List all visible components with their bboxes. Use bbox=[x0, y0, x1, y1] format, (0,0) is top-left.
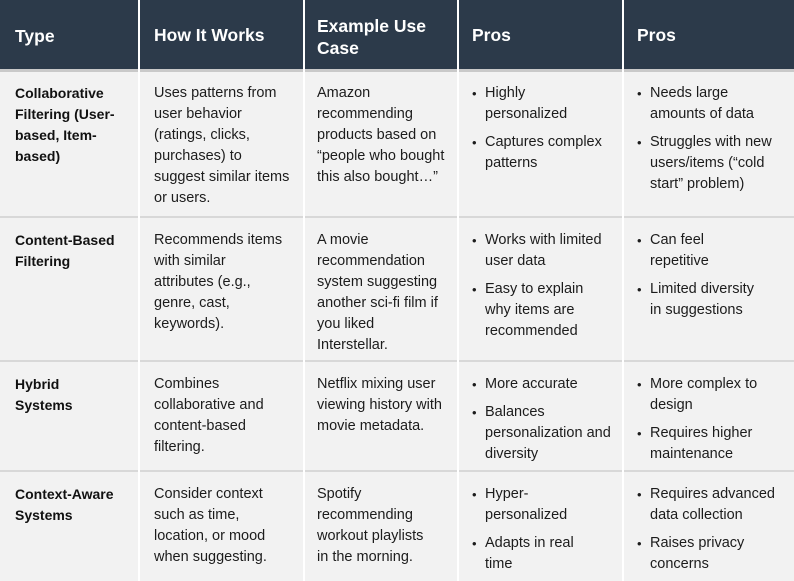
bullet-icon: • bbox=[637, 377, 642, 392]
type-cell bbox=[0, 71, 139, 216]
bullet-icon: • bbox=[472, 282, 477, 297]
bullet-icon: • bbox=[637, 233, 642, 248]
bullet-icon: • bbox=[637, 282, 642, 297]
how-cell bbox=[139, 218, 304, 360]
con-text: Needs large amounts of data bbox=[650, 85, 754, 122]
pros-cell bbox=[458, 472, 623, 581]
cons-cell bbox=[623, 218, 794, 360]
header-example bbox=[304, 0, 458, 70]
header-how-label: How It Works bbox=[154, 25, 265, 45]
bullet-icon: • bbox=[637, 135, 642, 150]
table-row bbox=[0, 71, 794, 216]
pro-text: Highly personalized bbox=[485, 85, 568, 122]
type-cell bbox=[0, 472, 139, 581]
pro-text: Balances personalization and diversity bbox=[485, 404, 611, 462]
con-text: Struggles with new users/items (“cold start” problem) bbox=[650, 134, 772, 192]
header-type-label: Type bbox=[15, 26, 55, 46]
pros-cell bbox=[458, 71, 623, 216]
con-text: Limited diversity in suggestions bbox=[650, 281, 754, 318]
list-item bbox=[472, 83, 602, 125]
type-cell bbox=[0, 362, 139, 470]
bullet-icon: • bbox=[472, 377, 477, 392]
row-divider bbox=[0, 360, 794, 362]
how-text: Consider context such as time, location, or mood when suggesting. bbox=[154, 486, 267, 565]
how-text: Recommends items with similar attributes (e.g., genre, cast, keywords). bbox=[154, 232, 283, 332]
bullet-icon: • bbox=[637, 86, 642, 101]
list-item bbox=[637, 374, 777, 416]
type-label: Context-Aware Systems bbox=[15, 486, 114, 523]
bullet-icon: • bbox=[472, 233, 477, 248]
list-item bbox=[637, 132, 787, 195]
example-cell bbox=[304, 71, 458, 216]
pro-text: Hyper-personalized bbox=[485, 486, 568, 523]
bullet-icon: • bbox=[472, 536, 477, 551]
list-item bbox=[472, 230, 612, 272]
list-item bbox=[472, 402, 612, 465]
table-row bbox=[0, 218, 794, 360]
type-cell bbox=[0, 218, 139, 360]
pro-text: Captures complex patterns bbox=[485, 134, 602, 171]
how-text: Uses patterns from user behavior (ratings, clicks, purchases) to suggest similar items or users. bbox=[154, 85, 290, 206]
list-item bbox=[637, 83, 787, 125]
column-divider bbox=[303, 0, 305, 581]
example-cell bbox=[304, 362, 458, 470]
example-text: Netflix mixing user viewing history with movie metadata. bbox=[317, 376, 442, 434]
pro-text: Adapts in real time bbox=[485, 535, 574, 572]
list-item bbox=[472, 279, 612, 342]
table-row bbox=[0, 362, 794, 470]
cons-cell bbox=[623, 71, 794, 216]
bullet-icon: • bbox=[472, 405, 477, 420]
column-divider bbox=[622, 0, 624, 581]
bullet-icon: • bbox=[472, 487, 477, 502]
cons-cell bbox=[623, 472, 794, 581]
type-label: Content-Based Filtering bbox=[15, 232, 115, 269]
list-item bbox=[472, 533, 582, 575]
example-text: A movie recommendation system suggesting another sci-fi film if you liked Interstellar. bbox=[317, 232, 438, 353]
header-how-it-works bbox=[139, 0, 304, 70]
how-cell bbox=[139, 71, 304, 216]
header-example-label: Example Use Case bbox=[317, 16, 426, 58]
list-item bbox=[472, 374, 612, 395]
bullet-icon: • bbox=[637, 487, 642, 502]
bullet-icon: • bbox=[472, 135, 477, 150]
type-label: Hybrid Systems bbox=[15, 376, 73, 413]
list-item bbox=[637, 423, 777, 465]
how-cell bbox=[139, 362, 304, 470]
list-item bbox=[472, 484, 582, 526]
column-divider bbox=[138, 0, 140, 581]
row-divider bbox=[0, 69, 794, 72]
list-item bbox=[637, 230, 762, 272]
header-pros-2-label: Pros bbox=[637, 25, 676, 45]
bullet-icon: • bbox=[637, 536, 642, 551]
example-text: Spotify recommending workout playlists in the morning. bbox=[317, 486, 424, 565]
header-pros bbox=[458, 0, 623, 70]
type-label: Collaborative Filtering (User-based, Item-based) bbox=[15, 85, 115, 164]
header-pros-2 bbox=[623, 0, 794, 70]
pros-cell bbox=[458, 362, 623, 470]
con-text: Requires advanced data collection bbox=[650, 486, 775, 523]
con-text: More complex to design bbox=[650, 376, 758, 413]
row-divider bbox=[0, 470, 794, 472]
pro-text: Works with limited user data bbox=[485, 232, 602, 269]
pros-cell bbox=[458, 218, 623, 360]
con-text: Requires higher maintenance bbox=[650, 425, 753, 462]
table-row bbox=[0, 472, 794, 581]
table-header-row bbox=[0, 0, 794, 70]
how-cell bbox=[139, 472, 304, 581]
list-item bbox=[637, 533, 792, 575]
pro-text: Easy to explain why items are recommended bbox=[485, 281, 584, 339]
how-text: Combines collaborative and content-based filtering. bbox=[154, 376, 264, 455]
list-item bbox=[637, 279, 762, 321]
list-item bbox=[637, 484, 792, 526]
pro-text: More accurate bbox=[485, 376, 578, 392]
example-cell bbox=[304, 472, 458, 581]
con-text: Can feel repetitive bbox=[650, 232, 709, 269]
header-pros-label: Pros bbox=[472, 25, 511, 45]
con-text: Raises privacy concerns bbox=[650, 535, 745, 572]
example-cell bbox=[304, 218, 458, 360]
column-divider bbox=[457, 0, 459, 581]
bullet-icon: • bbox=[472, 86, 477, 101]
cons-cell bbox=[623, 362, 794, 470]
bullet-icon: • bbox=[637, 426, 642, 441]
header-type bbox=[0, 0, 139, 70]
row-divider bbox=[0, 216, 794, 218]
list-item bbox=[472, 132, 602, 174]
example-text: Amazon recommending products based on “people who bought this also bought…” bbox=[317, 85, 445, 185]
